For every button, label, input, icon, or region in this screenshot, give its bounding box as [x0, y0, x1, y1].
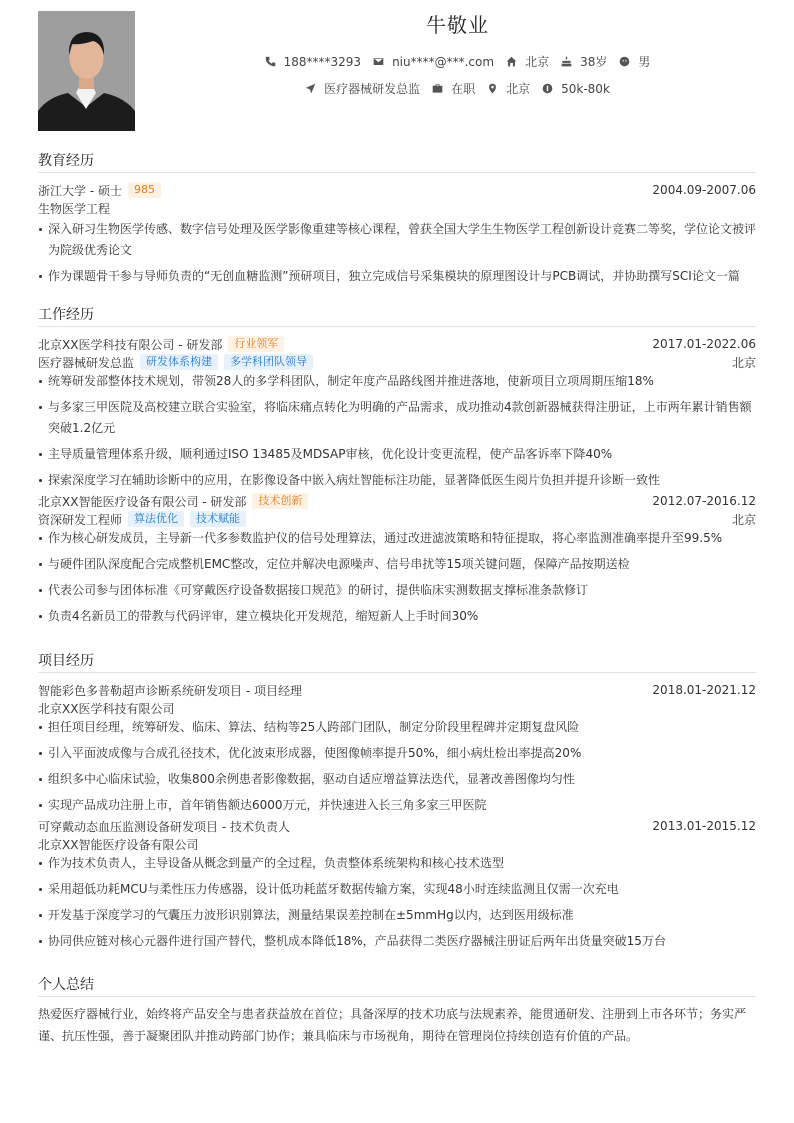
education-major: 生物医学工程: [38, 201, 111, 216]
list-item: 深入研习生物医学传感、数字信号处理及医学影像重建等核心课程，曾获全国大学生生物医学工程创新设计竞赛二等奖，学位论文被评为院级优秀论文: [38, 219, 756, 261]
list-item: 与多家三甲医院及高校建立联合实验室，将临床痛点转化为明确的产品需求，成功推动4款创新器械获得注册证，上市两年累计销售额突破1.2亿元: [38, 397, 756, 439]
summary-section: [38, 974, 756, 1047]
status-info: [432, 80, 475, 97]
skill-tag: 研发体系构建: [140, 354, 218, 370]
list-item: 统筹研发部整体技术规划，带领28人的多学科团队，制定年度产品路线图并推进落地，使新项目立项周期压缩18%: [38, 371, 756, 392]
education-bullets: [38, 219, 756, 287]
projects-title: 项目经历: [38, 650, 756, 673]
work-entry-subheader: [38, 510, 756, 528]
list-item: 探索深度学习在辅助诊断中的应用，在影像设备中嵌入病灶智能标注功能，显著降低医生阅片负担并提升诊断一致性: [38, 470, 756, 491]
profile-photo: [38, 11, 135, 131]
job-title: 医疗器械研发总监: [38, 355, 135, 370]
project-date: 2013.01-2015.12: [652, 819, 756, 833]
work-title: 工作经历: [38, 304, 756, 327]
company-tag: 行业领军: [228, 336, 284, 352]
work-entry-subheader: [38, 353, 756, 371]
target-position-info: [305, 80, 420, 97]
list-item: 实现产品成功注册上市，首年销售额达6000万元，并快速进入长三角多家三甲医院: [38, 795, 756, 816]
list-item: 代表公司参与团体标准《可穿戴医疗设备数据接口规范》的研讨，提供临床实测数据支撑标准条款修订: [38, 580, 756, 601]
school-name: 浙江大学 - 硕士: [38, 183, 122, 198]
salary-text: 50k-80k: [561, 81, 610, 96]
work-bullets: [38, 371, 756, 491]
target-position-text: 医疗器械研发总监: [324, 82, 421, 96]
project-date: 2018.01-2021.12: [652, 683, 756, 697]
briefcase-icon: [432, 83, 443, 94]
project-company: 北京XX医学科技有限公司: [38, 701, 175, 716]
project-name: 可穿戴动态血压监测设备研发项目 - 技术负责人: [38, 819, 290, 834]
education-header: [38, 181, 756, 199]
list-item: 引入平面波成像与合成孔径技术，优化波束形成器，使图像帧率提升50%，细小病灶检出率提高20%: [38, 743, 756, 764]
gender-text: 男: [638, 55, 651, 69]
gender-info: [619, 53, 650, 70]
work-entry: [38, 335, 756, 491]
target-city-info: [487, 80, 530, 97]
work-entry-header: [38, 335, 756, 353]
age-text: 38岁: [580, 55, 608, 69]
list-item: 作为技术负责人，主导设备从概念到量产的全过程，负责整体系统架构和核心技术选型: [38, 853, 756, 874]
project-company: 北京XX智能医疗设备有限公司: [38, 837, 199, 852]
list-item: 组织多中心临床试验，收集800余例患者影像数据，驱动自适应增益算法迭代，显著改善图像均匀性: [38, 769, 756, 790]
work-date: 2017.01-2022.06: [652, 337, 756, 351]
summary-title: 个人总结: [38, 974, 756, 997]
email-text: niu****@***.com: [392, 54, 495, 69]
skill-tag: 多学科团队领导: [224, 354, 313, 370]
city-text: 北京: [525, 55, 550, 69]
phone-info: [265, 55, 361, 69]
project-bullets: [38, 717, 756, 816]
school-tag: 985: [128, 182, 161, 198]
list-item: 作为课题骨干参与导师负责的“无创血糖监测”预研项目，独立完成信号采集模块的原理图设计与PCB调试，并协助撰写SCI论文一篇: [38, 266, 756, 287]
education-title: 教育经历: [38, 150, 756, 173]
project-header: [38, 681, 756, 699]
company-tag: 技术创新: [252, 493, 308, 509]
money-icon: [542, 83, 553, 94]
list-item: 采用超低功耗MCU与柔性压力传感器，设计低功耗蓝牙数据传输方案，实现48小时连续监测且仅需一次充电: [38, 879, 756, 900]
project-entry: [38, 817, 756, 952]
basic-info-row: [180, 53, 735, 70]
education-section: [38, 150, 756, 292]
person-icon: [619, 56, 630, 67]
job-title: 资深研发工程师: [38, 512, 123, 527]
list-item: 开发基于深度学习的气囊压力波形识别算法，测量结果误差控制在±5mmHg以内，达到医用级标准: [38, 905, 756, 926]
work-section: [38, 304, 756, 632]
city-info: [506, 53, 549, 70]
project-header: [38, 817, 756, 835]
education-date: 2004.09-2007.06: [652, 183, 756, 197]
skill-tag: 算法优化: [128, 511, 184, 527]
project-name: 智能彩色多普勒超声诊断系统研发项目 - 项目经理: [38, 683, 302, 698]
mail-icon: [373, 56, 384, 67]
projects-section: [38, 650, 756, 957]
target-city-text: 北京: [506, 82, 531, 96]
summary-text: 热爱医疗器械行业，始终将产品安全与患者获益放在首位；具备深厚的技术功底与法规素养，能贯通研发、注册到上市各环节；务实严谨、抗压性强，善于凝聚团队并推动跨部门协作；兼具临床与市场视角，期待在管理岗位持续创造有价值的产品。: [38, 1007, 747, 1043]
phone-icon: [265, 56, 276, 67]
project-bullets: [38, 853, 756, 952]
status-text: 在职: [451, 82, 476, 96]
work-bullets: [38, 528, 756, 627]
cake-icon: [561, 56, 572, 67]
phone-text: 188****3293: [283, 54, 362, 69]
salary-info: [542, 82, 610, 96]
work-entry-header: [38, 492, 756, 510]
list-item: 作为核心研发成员，主导新一代多参数监护仪的信号处理算法，通过改进滤波策略和特征提取，将心率监测准确率提升至99.5%: [38, 528, 756, 549]
project-entry: [38, 681, 756, 816]
work-city: 北京: [731, 355, 756, 370]
work-city: 北京: [731, 512, 756, 527]
skill-tag: 技术赋能: [190, 511, 246, 527]
list-item: 负责4名新员工的带教与代码评审，建立模块化开发规范，缩短新人上手时间30%: [38, 606, 756, 627]
list-item: 与硬件团队深度配合完成整机EMC整改，定位并解决电源噪声、信号串扰等15项关键问题，保障产品按期送检: [38, 554, 756, 575]
list-item: 协同供应链对核心元器件进行国产替代，整机成本降低18%，产品获得二类医疗器械注册证后两年出货量突破15万台: [38, 931, 756, 952]
email-info: [373, 55, 494, 69]
home-icon: [506, 56, 517, 67]
job-intent-row: [180, 80, 735, 97]
company-name: 北京XX医学科技有限公司 - 研发部: [38, 337, 223, 352]
list-item: 主导质量管理体系升级，顺利通过ISO 13485及MDSAP审核，优化设计变更流程，使产品客诉率下降40%: [38, 444, 756, 465]
work-date: 2012.07-2016.12: [652, 494, 756, 508]
candidate-name: 牛敬业: [426, 13, 489, 37]
send-icon: [305, 83, 316, 94]
list-item: 担任项目经理，统筹研发、临床、算法、结构等25人跨部门团队，制定分阶段里程碑并定期复盘风险: [38, 717, 756, 738]
work-entry: [38, 492, 756, 627]
company-name: 北京XX智能医疗设备有限公司 - 研发部: [38, 494, 247, 509]
age-info: [561, 53, 607, 70]
location-pin-icon: [487, 83, 498, 94]
